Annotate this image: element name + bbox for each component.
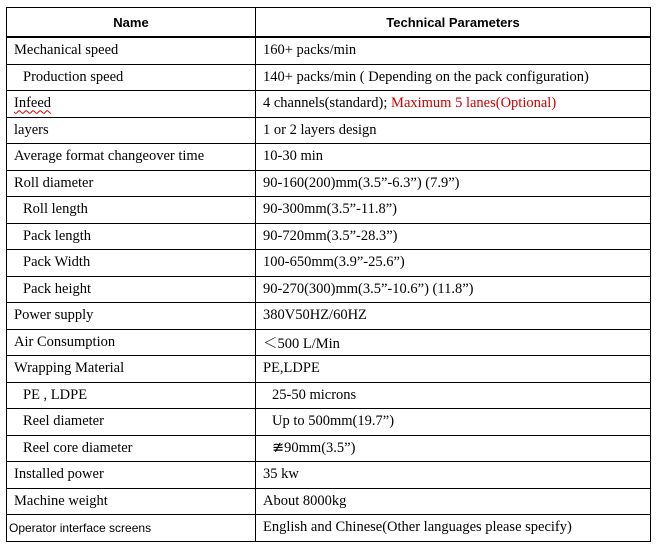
table-row: [7, 382, 651, 409]
row-name: Pack height: [7, 276, 256, 303]
row-value: PE,LDPE: [256, 356, 651, 383]
header-technical-parameters: Technical Parameters: [256, 8, 651, 38]
table-row: [7, 329, 651, 356]
row-value: 90-720mm(3.5”-28.3”): [256, 223, 651, 250]
row-value: About 8000kg: [256, 488, 651, 515]
table-row: [7, 91, 651, 118]
row-name: Power supply: [7, 303, 256, 330]
row-name: layers: [7, 117, 256, 144]
row-name: Reel diameter: [7, 409, 256, 436]
table-row: [7, 250, 651, 277]
table-row: [7, 64, 651, 91]
table-row: [7, 515, 651, 542]
row-value: ＜500 L/Min: [256, 329, 651, 356]
table-row: [7, 117, 651, 144]
row-name: Average format changeover time: [7, 144, 256, 171]
row-value: 140+ packs/min ( Depending on the pack configuration): [256, 64, 651, 91]
header-name: Name: [7, 8, 256, 38]
row-value: 10-30 min: [256, 144, 651, 171]
row-value: ≇90mm(3.5”): [256, 435, 651, 462]
row-value: 1 or 2 layers design: [256, 117, 651, 144]
row-name: Machine weight: [7, 488, 256, 515]
table-header-row: [7, 8, 651, 38]
row-name: Reel core diameter: [7, 435, 256, 462]
row-value-optional-text: Maximum 5 lanes(Optional): [387, 95, 557, 112]
table-row: [7, 276, 651, 303]
row-name: Operator interface screens: [7, 515, 256, 542]
row-name: [7, 91, 256, 118]
table-row: [7, 462, 651, 489]
row-value: 35 kw: [256, 462, 651, 489]
row-value: [256, 91, 651, 118]
row-name: Roll diameter: [7, 170, 256, 197]
row-value: 160+ packs/min: [256, 37, 651, 64]
row-name: Production speed: [7, 64, 256, 91]
row-value-text: 4 channels(standard);: [263, 95, 388, 112]
row-name: Installed power: [7, 462, 256, 489]
table-row: [7, 488, 651, 515]
row-name: Roll length: [7, 197, 256, 224]
table-row: [7, 356, 651, 383]
row-name: Wrapping Material: [7, 356, 256, 383]
row-name: Air Consumption: [7, 329, 256, 356]
row-value: 25-50 microns: [256, 382, 651, 409]
row-name-text: Infeed: [14, 95, 52, 112]
row-value: 380V50HZ/60HZ: [256, 303, 651, 330]
row-value: Up to 500mm(19.7”): [256, 409, 651, 436]
table-row: [7, 144, 651, 171]
table-row: [7, 409, 651, 436]
table-row: [7, 223, 651, 250]
technical-parameters-table: [6, 7, 651, 542]
table-row: [7, 435, 651, 462]
row-name: Mechanical speed: [7, 37, 256, 64]
row-value: 90-270(300)mm(3.5”-10.6”) (11.8”): [256, 276, 651, 303]
table-row: [7, 197, 651, 224]
table-row: [7, 37, 651, 64]
row-value: English and Chinese(Other languages please specify): [256, 515, 651, 542]
table-row: [7, 170, 651, 197]
row-value: 90-160(200)mm(3.5”-6.3”) (7.9”): [256, 170, 651, 197]
row-name: Pack Width: [7, 250, 256, 277]
row-name: Pack length: [7, 223, 256, 250]
row-value: 90-300mm(3.5”-11.8”): [256, 197, 651, 224]
row-name: PE , LDPE: [7, 382, 256, 409]
table-row: [7, 303, 651, 330]
row-value: 100-650mm(3.9”-25.6”): [256, 250, 651, 277]
